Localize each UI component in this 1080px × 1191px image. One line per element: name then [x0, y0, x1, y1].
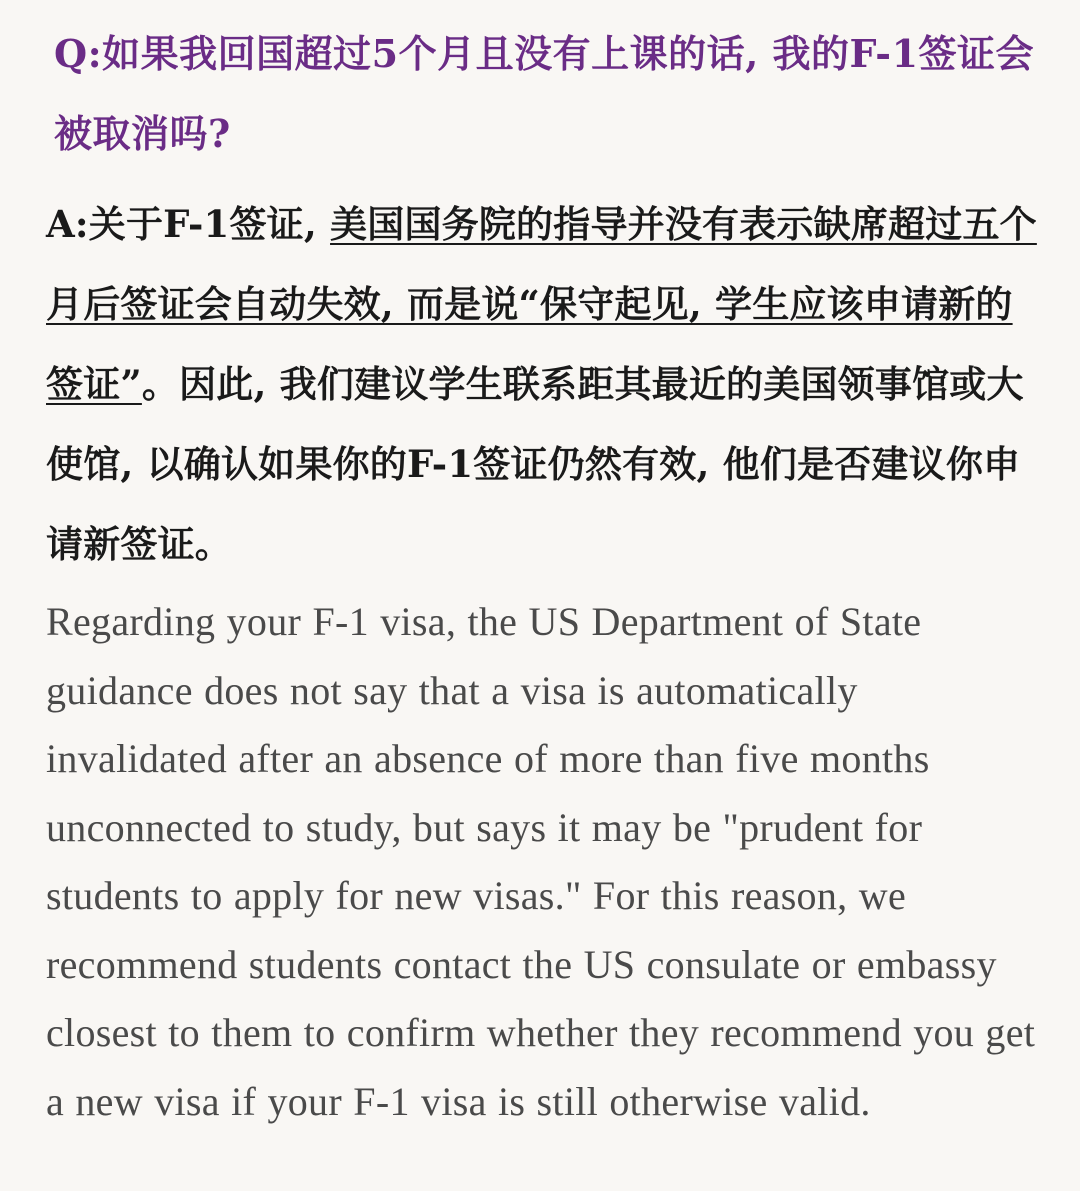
answer-prefix: A:关于F-1签证,	[46, 202, 331, 246]
question-heading	[46, 14, 1044, 174]
answer-suffix: 。因此, 我们建议学生联系距其最近的美国领事馆或大使馆, 以确认如果你的F-1签证仍然有效, 他们是否建议你申请新签证。	[46, 362, 1024, 566]
question-text: Q:如果我回国超过5个月且没有上课的话, 我的F-1签证会被取消吗?	[54, 31, 1035, 156]
answer-underlined-quote: 美国国务院的指导并没有表示缺席超过五个月后签证会自动失效, 而是说“保守起见, 学生应该申请新的签证”	[46, 202, 1037, 406]
english-text: Regarding your F-1 visa, the US Department of State guidance does not say that a visa is automatically invalidated after an absence of more than five months unconnected to study, but says it may be "prudent for students to apply for new visas." For this reason, we recommend students contact the US consulate or embassy closest to them to confirm whether they recommend you get a new visa if your F-1 visa is still otherwise valid.	[46, 599, 1036, 1124]
answer-paragraph-chinese	[46, 184, 1044, 584]
answer-paragraph-english	[46, 588, 1044, 1136]
